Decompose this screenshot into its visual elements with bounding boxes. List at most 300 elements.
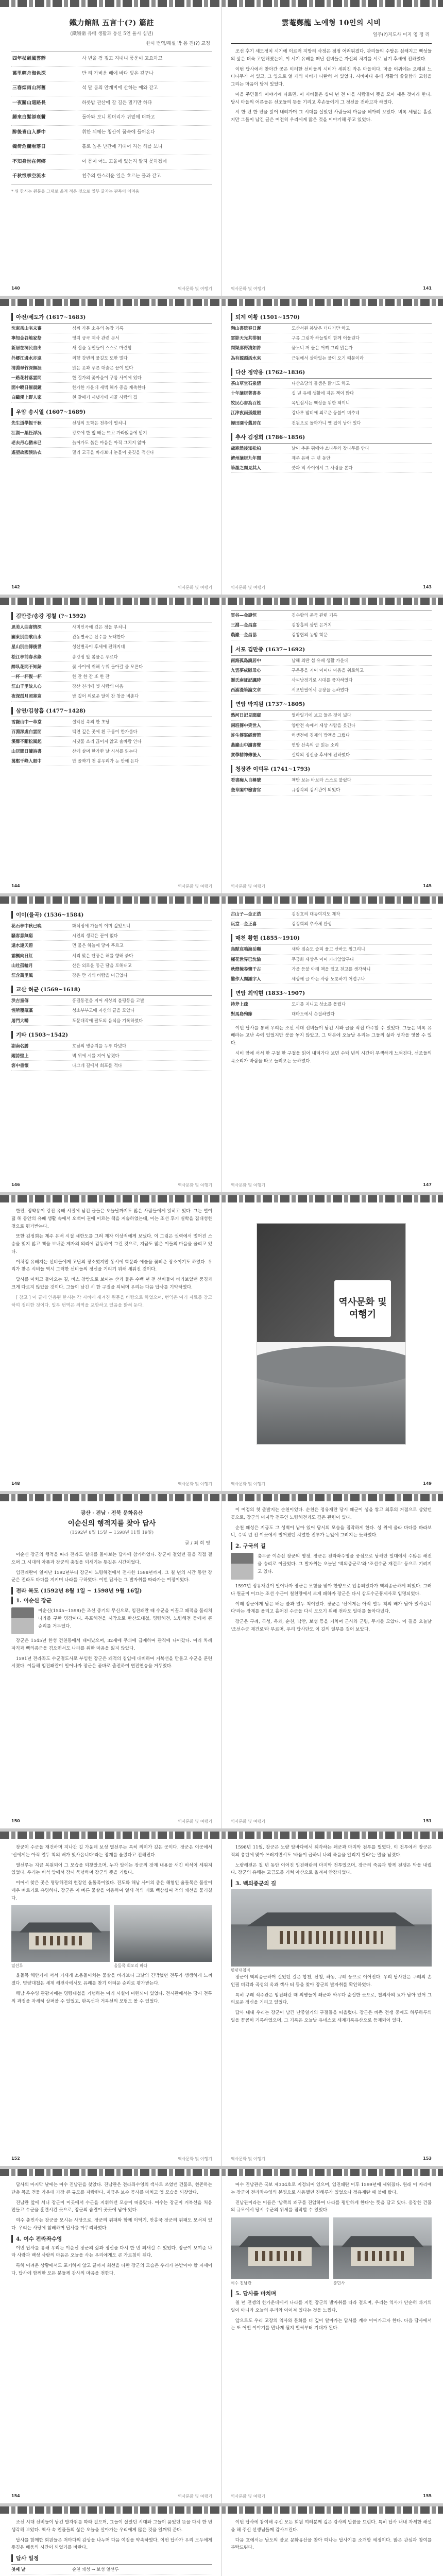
verse-row: 萬壑千峰入眼中 만 골짜기 천 봉우리가 눈 안에 든다 xyxy=(11,756,212,766)
paragraph: 이번 답사에서 찾아간 곳은 이러한 선비들의 시비가 세워진 작은 마을이다. 마을 어귀에는 오래된 느티나무가 서 있고, 그 옆으로 열 개의 시비가 나란히 서 있었다. 시비마다 유배 생활의 쓸쓸함과 고향을 그리는 마음이 담겨 있었다. xyxy=(231,66,432,88)
paragraph: 여수 충민사는 장군을 모시는 사당으로, 장군의 위패와 함께 이억기, 안홍국 장군의 위패도 모셔져 있다. 우리는 사당에 참배하며 답사를 마무리하였다. xyxy=(11,2218,212,2231)
portrait-image xyxy=(231,1553,253,1580)
paragraph: 장군은 구례, 곡성, 옥과, 순천, 낙안, 보성 등을 거치며 군사와 군량, 무기를 모았다. 이 길을 오늘날 '조선수군 재건로'라 부르며, 우리 답사단도 이 길의 일부를 걸어 보았다. xyxy=(231,1619,432,1633)
poem-line: 獨倚危欄看落日 홀로 높은 난간에 기대어 지는 해를 보니 xyxy=(11,140,212,155)
running-title: 역사문화 및 여행기 xyxy=(231,2494,265,2499)
verse-row: 南海孤島謫居中 남해 외딴 섬 유배 생활 가운데 xyxy=(231,656,432,666)
gutter xyxy=(221,1839,222,2166)
paragraph: 1598년 11월, 장군은 노량 앞바다에서 퇴각하는 왜군과 마지막 전투를 벌였다. 이 전투에서 장군은 적의 총탄에 맞아 쓰러지면서도 '싸움이 급하니 나의 죽음을 알리지 말라'는 말을 남겼다. xyxy=(231,1845,432,1858)
page-143 xyxy=(231,311,432,579)
poem-line: 歸來白髮添衰鬢 돌아와 보니 흰머리가 귀밑에 더하고 xyxy=(11,111,212,126)
gutter xyxy=(221,1202,222,1491)
paragraph: 1591년 전라좌도 수군절도사로 부임한 장군은 왜적의 침입에 대비하여 거북선을 만들고 수군을 훈련시켰다. 이듬해 임진왜란이 일어나자 장군은 곧바로 출전하여 연전연승을 거두었다. xyxy=(11,1656,212,1669)
verse-row: 遠水連天碧 먼 물은 하늘에 닿아 푸르고 xyxy=(11,941,212,951)
byline: 한시 번역/해설 박 용 진(?) 교정 xyxy=(146,41,210,46)
gutter xyxy=(221,904,222,1192)
top-ornament xyxy=(0,1494,443,1501)
verse-row: 歲寒然後知松柏 날이 추운 뒤에야 소나무와 잣나무를 안다 xyxy=(231,444,432,453)
page-157 xyxy=(231,2519,432,2576)
verse-row: 雲影天光共徘徊 구름 그림자 하늘빛이 함께 어울린다 xyxy=(231,333,432,343)
top-ornament xyxy=(0,1832,443,1839)
running-title: 역사문화 및 여행기 xyxy=(231,1183,265,1188)
verse-row: 清淵翠竹深無涯 맑은 못과 푸른 대숲은 끝이 없다 xyxy=(11,363,212,373)
page-number: 141 xyxy=(423,286,432,291)
spread-154-155 xyxy=(0,2169,443,2506)
verse-table xyxy=(231,909,432,929)
paragraph: 앞으로도 우리 고장의 역사와 문화를 더 깊이 알아가는 답사를 계속 이어가고자 한다. 다음 답사에서는 또 어떤 이야기를 만나게 될지 벌써부터 기대가 된다. xyxy=(231,2318,432,2331)
photo-jinnamgwan xyxy=(231,2217,329,2279)
verse-row: 槿花世界已沈淪 무궁화 세상은 이미 가라앉았구나 xyxy=(231,955,432,964)
verse-row: 十年謫居著書多 십 년 유배 생활에 지은 책이 많다 xyxy=(231,388,432,398)
portrait-text: 충무공 이순신 장군의 영정. 장군은 전라좌수영을 중심으로 남해안 일대에서 수많은 해전을 승리로 이끌었다. 그 발자취는 오늘날 '백의종군로'와 '조선수군 재건로' 등으로 기려지고 있다. xyxy=(258,1554,432,1574)
running-title: 역사문화 및 여행기 xyxy=(231,585,265,590)
page-footer xyxy=(231,1182,432,1188)
verse-row: 花石亭中秋已晩 화석정에 가을이 이미 깊었으니 xyxy=(11,921,212,931)
page-footer xyxy=(11,585,212,590)
photo-caption: 충민사 xyxy=(333,2281,345,2286)
page-141 xyxy=(231,12,432,280)
verse-row: 牧民心書為百姓 목민심서는 백성을 위한 책이니 xyxy=(231,398,432,408)
page-145 xyxy=(231,610,432,878)
verse-row: 茶山草堂石泉清 다산초당의 돌샘은 맑기도 하고 xyxy=(231,379,432,388)
page-151 xyxy=(231,1506,432,1813)
photo-pavilion xyxy=(11,1905,110,1962)
verse-row: 屠門大嚼 도문대작에 팔도의 음식을 기록하였다 xyxy=(11,1016,212,1026)
portrait-block xyxy=(231,1553,432,1580)
essay-title: 이순신의 행적지를 찾아 답사 xyxy=(67,1519,156,1528)
verse-row: 奎章閣中檢書官 규장각의 검서관이 되었다 xyxy=(231,785,432,795)
photo-shrine xyxy=(333,2217,432,2279)
section-heading: 매천 황현 (1855~1910) xyxy=(231,934,432,942)
figure xyxy=(333,2217,432,2286)
spread-148-149 xyxy=(0,1195,443,1494)
running-title: 역사문화 및 여행기 xyxy=(178,1183,212,1188)
verse-row: 兩班傳中笑世人 양반전 속에서 세상 사람을 웃긴다 xyxy=(231,721,432,731)
page-155 xyxy=(231,2181,432,2488)
essay-dates: (1592년 8월 15일 ~ 1598년 11월 19일) xyxy=(70,1530,154,1535)
verse-table xyxy=(231,323,432,363)
page-footer xyxy=(231,2156,432,2162)
verse-row: 江山千里故人心 강산 천리에 옛 사람의 마음 xyxy=(11,682,212,691)
verse-row: 霜楓向日紅 서리 맞은 단풍은 해를 향해 붉다 xyxy=(11,951,212,961)
verse-row: 實學精神傳後人 실학의 정신을 후세에 전하였다 xyxy=(231,750,432,760)
verse-row: 農巖—金昌協 김창협의 농암 학문 xyxy=(231,630,432,640)
verse-table xyxy=(11,921,212,980)
verse-row: 為有源頭活水來 근원에서 살아있는 물이 오기 때문이라 xyxy=(231,353,432,363)
reference-note: [ 참고 ] 이 글에 인용된 한시는 각 시비에 새겨진 원문을 바탕으로 하였으며, 번역은 여러 자료를 참고하여 정리한 것이다. 일부 번역은 의역을 포함하고 있음을 밝혀 둔다. xyxy=(11,1295,212,1308)
verse-row: 雲谷—金壽恒 김수항의 운곡 관련 기록 xyxy=(231,611,432,620)
photo-monument xyxy=(231,1889,432,1967)
figure xyxy=(114,1905,212,1969)
paragraph: 시 한 편 한 편을 읽어 내려가며 그 시대를 살았던 사람들의 마음을 헤아려 보았다. 비록 세월은 흘렀지만 그들이 남긴 글은 여전히 우리에게 많은 것을 이야기해 주고 있었다. xyxy=(231,110,432,123)
schedule-row: 첫째 날 순천 왜성 → 보성 열선루 xyxy=(11,2565,212,2574)
page-number: 146 xyxy=(11,1182,20,1187)
paragraph: 특히 구례 석주관은 임진왜란 때 의병들이 왜군과 싸우다 순절한 곳으로, 칠의사의 묘가 남아 있어 그 의로운 정신을 기리고 있었다. xyxy=(231,1992,432,2006)
paragraph: 이번 답사를 통해 우리는 이순신 장군의 삶과 정신을 다시 한 번 되새길 수 있었다. 장군이 보여준 나라 사랑과 백성 사랑의 마음은 오늘을 사는 우리에게도 큰 가르침이 된다. xyxy=(11,2245,212,2259)
verse-row: 洪吉童傳 홍길동전을 지어 세상의 불평등을 고발 xyxy=(11,996,212,1006)
page-142 xyxy=(11,311,212,579)
paragraph: 순천 왜성은 지금도 그 성벽이 남아 있어 당시의 모습을 짐작하게 한다. 성 위에 올라 바다를 바라보니, 수백 년 전 이곳에서 벌어졌던 치열한 전투가 눈앞에 그려지는 듯하였다. xyxy=(231,1525,432,1538)
verse-row: 江津夜雨孤燈照 강나루 밤비에 외로운 등불이 비추네 xyxy=(231,408,432,418)
photo-caption: 명량대첩비 xyxy=(231,1968,250,1973)
page-153 xyxy=(231,1844,432,2150)
page-footer xyxy=(231,1481,432,1487)
top-ornament xyxy=(0,2506,443,2514)
paragraph: 답사 내내 우리는 장군이 남긴 난중일기의 구절들을 떠올렸다. 장군은 바쁜 전쟁 중에도 하루하루의 일을 꼼꼼히 기록하였으며, 그 기록은 오늘날 유네스코 세계기록유산으로 등재되어 있다. xyxy=(231,2010,432,2023)
verse-row: 夜深孤月照寒窓 밤 깊어 외로운 달이 찬 창을 비춘다 xyxy=(11,691,212,701)
verse-table xyxy=(231,775,432,795)
figure xyxy=(11,1905,110,1969)
paragraph: 답사의 마지막 날에는 여수 진남관을 찾았다. 진남관은 전라좌수영의 객사로 쓰였던 건물로, 현존하는 단층 목조 건물 가운데 가장 큰 규모를 자랑한다. 지금은 보수 공사를 마치고 옛 모습을 되찾았다. xyxy=(11,2182,212,2195)
verse-row: 騷客意無窮 시인의 생각은 끝이 없다 xyxy=(11,931,212,941)
verse-row: 濟州謫居九年間 제주 유배 구 년 동안 xyxy=(231,453,432,463)
paragraph: 이어서 찾은 곳은 명량해전의 현장인 울돌목이었다. 진도와 해남 사이의 좁은 해협인 울돌목은 물살이 매우 빠르기로 유명하다. 장군은 이 빠른 물살을 이용하여 열세 척의 배로 백삼십여 척의 왜선을 물리쳤다. xyxy=(11,1880,212,1901)
page-footer xyxy=(11,286,212,292)
gutter xyxy=(221,2514,222,2576)
section-heading: 삼연/김창흡 (1477~1428) xyxy=(11,707,212,715)
paragraph: 한편, 정약용이 강진 유배 시절에 남긴 글들은 오늘날까지도 많은 사람들에게 읽히고 있다. 그는 열여덟 해 동안의 유배 생활 속에서 오백여 권에 이르는 책을 저술하였는데, 이는 조선 후기 실학을 집대성한 것으로 평가받는다. xyxy=(11,1209,212,1229)
poem-line: 一夜關山道路長 하룻밤 관산에 갈 길은 멀기만 하다 xyxy=(11,96,212,111)
verse-row: 惺所覆瓿藁 성소부부고에 자신의 글을 모았다 xyxy=(11,1006,212,1015)
running-title: 역사문화 및 여행기 xyxy=(231,2157,265,2161)
verse-table xyxy=(11,323,212,403)
page-number: 144 xyxy=(11,884,20,888)
paragraph: 해남 우수영 관광지에는 명량대첩을 기념하는 여러 시설이 마련되어 있었다. 전시관에서는 당시 전투의 과정을 자세히 살펴볼 수 있었고, 판옥선과 거북선의 모형도 볼 수 있었다. xyxy=(11,1991,212,2004)
page-footer xyxy=(231,1819,432,1824)
section-heading: 2. 구국의 길 xyxy=(231,1542,432,1550)
schedule-table xyxy=(11,2564,212,2576)
page-150 xyxy=(11,1506,212,1813)
paragraph: 이처럼 유배지는 선비들에게 고난의 장소였지만 동시에 학문과 예술을 꽃피운 장소이기도 하였다. 우리가 찾은 시비들 역시 그러한 선비들의 정신을 기리기 위해 세워진 것이다. xyxy=(11,1259,212,1273)
verse-row: 三淵—金昌翕 김창흡의 삼연 은거지 xyxy=(231,620,432,630)
page-footer xyxy=(231,2494,432,2499)
verse-table xyxy=(231,610,432,640)
verse-row: 陶山書院春日遲 도산서원 봄날은 더디기만 하고 xyxy=(231,324,432,333)
verse-row: 沈東岳山宅未審 심씨 가문 소유의 농장 기록 xyxy=(11,324,212,333)
verse-table xyxy=(11,995,212,1026)
paragraph: 조선 후기 세도정치 시기에 이르러 지방의 사정은 점점 어려워졌다. 관리들의 수탈은 심해지고 백성들의 삶은 더욱 고단해졌는데, 이 시기 유배를 떠난 선비들은 자신의 처지를 시로 남겨 후세에 전하였다. xyxy=(231,49,432,62)
page-footer xyxy=(231,286,432,292)
section-heading: 연암 박지원 (1737~1805) xyxy=(231,700,432,708)
verse-table xyxy=(231,655,432,696)
paragraph: 칠 년 전쟁의 한가운데에서 나라를 지킨 장군의 발자취를 따라 걸으며, 우리는 역사가 단순히 과거의 일이 아니라 오늘의 우리와 이어져 있다는 것을 느꼈다. xyxy=(231,2300,432,2313)
verse-row: 許生傳寫經濟策 허생전에 경제의 방책을 그렸다 xyxy=(231,731,432,740)
running-title: 역사문화 및 여행기 xyxy=(178,286,212,291)
verse-row: 問渠那得清如許 묻노니 저 물은 어찌 그리 맑은가 xyxy=(231,343,432,353)
page-footer xyxy=(231,884,432,889)
page-number: 153 xyxy=(423,2156,432,2161)
spread-140-141 xyxy=(0,0,443,299)
section-heading: 서포 김만중 (1637~1692) xyxy=(231,646,432,653)
paragraph: 장군은 1545년 한성 건천동에서 태어났으며, 32세에 무과에 급제하여 관직에 나아갔다. 여러 차례 파직과 백의종군을 겪으면서도 나라를 위한 마음을 잃지 않았다. xyxy=(11,1638,212,1651)
verse-row: 山吐孤輪月 산은 외로운 둥근 달을 토해내고 xyxy=(11,961,212,971)
page-number: 143 xyxy=(423,585,432,589)
section-heading: 4. 여수 전라좌수영 xyxy=(11,2235,212,2243)
paragraph: 또한 김정희는 제주 유배 시절 세한도를 그려 제자 이상적에게 보냈다. 이 그림은 권력에서 멀어진 스승을 잊지 않고 책을 보내준 제자의 의리에 감동하여 그린 것으로, 지금도 많은 이들의 마음을 울리고 있다. xyxy=(11,1234,212,1255)
spread-152-153 xyxy=(0,1832,443,2169)
gutter xyxy=(221,2176,222,2503)
verse-row: 歸田園兮舊居在 전원으로 돌아가니 옛 집이 남아 있다 xyxy=(231,418,432,428)
photo-caption: 열선루 xyxy=(11,1963,23,1969)
section-cover xyxy=(257,1223,406,1445)
paragraph: 이번 답사에 참여해 주신 모든 회원 여러분께 깊은 감사의 말씀을 드린다. 특히 답사 내내 자세한 해설을 해 주신 선생님들께 감사드린다. xyxy=(231,2520,432,2533)
verse-row: 白鷗溪上野人家 흰 갈매기 시냇가에 시골 사람의 집 xyxy=(11,393,212,402)
verse-row: 一杯一杯復一杯 한 잔 한 잔 또 한 잔 xyxy=(11,672,212,682)
section-heading: 면암 최익현 (1833~1907) xyxy=(231,989,432,997)
running-title: 역사문화 및 여행기 xyxy=(231,884,265,889)
spread-146-147 xyxy=(0,896,443,1195)
section-heading: 우암 송시열 (1607~1689) xyxy=(11,408,212,416)
page-footer xyxy=(11,2156,212,2162)
page-152 xyxy=(11,1844,212,2150)
verse-row: 客中書懷 나그네 길에서 회포를 적다 xyxy=(11,1061,212,1071)
verse-row: 雪嶽山中一草堂 설악산 속의 한 초당 xyxy=(11,717,212,727)
top-ornament xyxy=(0,2169,443,2176)
cover-landscape xyxy=(257,1367,405,1444)
photo-row xyxy=(231,2217,432,2286)
verse-row: 筆墨之間見其人 붓과 먹 사이에서 그 사람을 본다 xyxy=(231,463,432,473)
page-147 xyxy=(231,909,432,1177)
essay-kicker: 광산 · 전남 · 전북 문화유산 xyxy=(80,1511,143,1516)
paragraph: 여수 진남관은 국보 제304호로 지정되어 있으며, 임진왜란 이후 1599년에 세워졌다. 원래 이 자리에는 장군이 전라좌수영의 본영으로 사용했던 진해루가 있었으나 정유재란 때 불에 탔다. xyxy=(231,2182,432,2195)
section-heading: 이이(율곡) (1536~1584) xyxy=(11,911,212,919)
gutter xyxy=(221,605,222,893)
verse-row: 溪聲不斷松風起 시냇물 소리 끊이지 않고 솔바람 인다 xyxy=(11,737,212,747)
verse-row: 看書痴人自稱號 책만 보는 바보라 스스로 불렀다 xyxy=(231,775,432,785)
section-heading: 다산 정약용 (1762~1836) xyxy=(231,368,432,376)
verse-row: 醉臥花間不知歸 꽃 사이에 취해 누워 돌아갈 줄 모른다 xyxy=(11,662,212,672)
verse-row: 持斧上疏 도끼를 지니고 상소를 올렸다 xyxy=(231,999,432,1009)
page-number: 140 xyxy=(11,286,20,291)
poem-line: 千秋恨事空流水 천추의 한스러운 일은 흐르는 물과 같고 xyxy=(12,174,161,179)
verse-row: 秋燈掩卷懷千古 가을 등불 아래 책을 덮고 천고를 생각하니 xyxy=(231,964,432,974)
page-footer xyxy=(11,1182,212,1188)
paragraph: 마을 주민들의 이야기에 따르면, 이 시비들은 십여 년 전 마을 사람들이 뜻을 모아 세운 것이라 한다. 당시 마을의 어른들은 선조들의 뜻을 기리고 후손들에게 그 정신을 전하고자 하였다. xyxy=(231,92,432,105)
article-title-block xyxy=(231,18,432,28)
paragraph: 노량해전은 칠 년 동안 이어진 임진왜란의 마지막 전투였으며, 장군의 죽음과 함께 전쟁은 막을 내렸다. 장군의 유해는 고금도를 거쳐 아산으로 옮겨져 안장되었다. xyxy=(231,1862,432,1876)
portrait-block xyxy=(11,1607,212,1634)
gutter xyxy=(221,1501,222,1828)
verse-row: 九雲夢成慰母心 구운몽을 지어 어머니 마음을 위로하고 xyxy=(231,666,432,675)
paragraph: 이 여정의 첫 출발지는 순천이었다. 순천은 정유재란 당시 왜군이 성을 쌓고 최후의 거점으로 삼았던 곳으로, 장군의 마지막 전투인 노량해전과도 깊은 관련이 있다. xyxy=(231,1507,432,1520)
page-number: 145 xyxy=(423,884,432,888)
poem-line: 四年杖劍風雲靜 사 년을 검 짚고 지내니 풍운이 고요하고 xyxy=(11,52,212,67)
verse-table xyxy=(11,418,212,458)
top-ornament xyxy=(0,0,443,7)
page-154 xyxy=(11,2181,212,2488)
portrait-image xyxy=(11,1607,34,1634)
paragraph: 열선루는 지금 복원되어 그 모습을 되찾았으며, 누각 앞에는 장군의 장계 내용을 새긴 비석이 세워져 있었다. 우리는 비석 앞에서 잠시 묵념하며 장군의 뜻을 기렸다. xyxy=(11,1862,212,1876)
page-number: 151 xyxy=(423,1819,432,1823)
verse-row: 百淵深處白雲閒 백연 깊은 곳에 흰 구름이 한가롭다 xyxy=(11,727,212,737)
verse-row: 外郷江邊水亦遠 외향 강변의 물길도 또한 멀다 xyxy=(11,353,212,363)
verse-row: 對馬島殉節 대마도에서 순절하였다 xyxy=(231,1009,432,1019)
running-title: 역사문화 및 여행기 xyxy=(231,1819,265,1824)
article-subtitle: (鐵嶺衛 유배 생활과 통신 5언 율시 십년) xyxy=(70,31,154,37)
cover-title-line2: 여행기 xyxy=(349,1309,377,1320)
verse-row: 寧知金谷地家祭 영지 금곡 제사 관련 문서 xyxy=(11,333,212,343)
spread-150-151 xyxy=(0,1494,443,1832)
paragraph: 특히 어려운 상황에서도 포기하지 않고 끝까지 최선을 다한 장군의 모습은 우리가 본받아야 할 자세이다. 답사에 함께한 모든 분들께 감사의 마음을 전한다. xyxy=(11,2263,212,2277)
running-title: 역사문화 및 여행기 xyxy=(231,1482,265,1486)
poem-list xyxy=(11,52,212,184)
byline: 글 / 최 희 영 xyxy=(184,1541,210,1546)
verse-row: 題詩壁上 벽 위에 시를 지어 남겼다 xyxy=(11,1051,212,1061)
verse-row: 阮堂—金正喜 김정희의 추사체 완성 xyxy=(231,919,432,929)
page-number: 147 xyxy=(423,1182,432,1187)
paragraph: 진남관이라는 이름은 '남쪽의 왜구를 진압하여 나라를 평안하게 한다'는 뜻을 담고 있다. 웅장한 건물의 규모에서 당시 수군의 위세를 짐작할 수 있었다. xyxy=(231,2200,432,2213)
byline: 일주(?)지도사 이지 영 정 리 xyxy=(372,32,430,38)
paragraph: 임진왜란이 일어난 1592년부터 장군이 노량해전에서 전사한 1598년까지, 그 칠 년의 시간 동안 장군은 전라도 바다를 지키며 나라를 구하였다. 이번 답사는 그 발자취를 따라가는 여정이었다. xyxy=(11,1570,212,1583)
page-footer xyxy=(11,2494,212,2499)
verse-table xyxy=(231,999,432,1019)
paragraph: 이번 답사를 통해 우리는 조선 시대 선비들이 남긴 시와 글을 직접 마주할 수 있었다. 그들은 비록 유배라는 고난 속에 있었지만 붓을 놓지 않았고, 그 덕분에 오늘날 우리는 그들의 삶과 생각을 엿볼 수 있다. xyxy=(231,1025,432,1046)
figure xyxy=(231,1889,432,1974)
page-144 xyxy=(11,610,212,878)
section-heading: 김만중/송강 정철 (?~1592) xyxy=(11,612,212,620)
poem-note: * 위 한시는 원문을 그대로 옮겨 적은 것으로 일부 글자는 판독이 어려움 xyxy=(11,189,140,194)
section-heading: 청장관 이덕무 (1741~1793) xyxy=(231,765,432,773)
verse-row: 思美人曲寄情深 사미인곡에 깊은 정을 부치니 xyxy=(11,622,212,632)
top-ornament xyxy=(0,896,443,904)
poem-line: 醉後青山入夢中 취한 뒤에는 청산이 꿈속에 들어온다 xyxy=(11,126,212,141)
section-heading: 1. 이순신 장군 xyxy=(11,1597,212,1604)
running-title: 역사문화 및 여행기 xyxy=(178,2494,212,2499)
page-146 xyxy=(11,909,212,1177)
running-title: 역사문화 및 여행기 xyxy=(178,2157,212,2161)
verse-row: 江含萬里風 강은 만 리의 바람을 머금었다 xyxy=(11,971,212,980)
verse-row: 難作人間識字人 세상에 글 아는 사람 노릇하기 어렵구나 xyxy=(231,974,432,984)
paragraph: 장군이 수군을 재건하며 지나간 길 가운데 보성 열선루는 특히 의미가 깊은 곳이다. 장군은 이곳에서 '신에게는 아직 열두 척의 배가 있사옵니다'라는 장계를 올렸다고 전해진다. xyxy=(11,1845,212,1858)
photo-caption: 여수 진남관 xyxy=(231,2281,252,2286)
page-number: 148 xyxy=(11,1481,20,1486)
spread-142-143 xyxy=(0,299,443,598)
verse-row: 關東別曲歌山水 관동별곡은 산수를 노래한다 xyxy=(11,632,212,642)
page-number: 150 xyxy=(11,1819,20,1823)
verse-row: 山居閒日讀詩書 산에 살며 한가한 날 시서를 읽는다 xyxy=(11,747,212,756)
verse-row: 西浦漫筆論文章 서포만필에서 문장을 논하였다 xyxy=(231,685,432,695)
verse-table xyxy=(11,622,212,702)
figure xyxy=(231,2217,329,2286)
essay-title-block xyxy=(11,1509,212,1535)
photo-caption: 울돌목 회오리 바다 xyxy=(114,1963,148,1969)
verse-row: 遙望故國淚沾衣 멀리 고국을 바라보니 눈물이 옷깃을 적신다 xyxy=(11,448,212,457)
verse-row: 古山子—金正浩 김정호의 대동여지도 제작 xyxy=(231,909,432,919)
spread-156-157 xyxy=(0,2506,443,2576)
paragraph: 시비 앞에 서서 한 구절 한 구절을 읽어 내려가다 보면 수백 년의 시간이 무색하게 느껴진다. 선조들의 목소리가 바람을 타고 들려오는 듯하였다. xyxy=(231,1050,432,1064)
page-number: 149 xyxy=(423,1481,432,1486)
page-footer xyxy=(11,1481,212,1487)
section-heading: 아전/세도가 (1617~1683) xyxy=(11,313,212,321)
divider xyxy=(231,43,432,44)
verse-row: 松江亭前春水綠 송강정 앞 봄물은 푸르다 xyxy=(11,652,212,662)
portrait-text: 이순신(1545~1598)은 조선 중기의 무신으로, 임진왜란 때 수군을 이끌고 왜적을 물리쳐 나라를 구한 명장이다. 옥포해전을 시작으로 한산도대첩, 명량해전, 노량해전 등에서 큰 승리를 거두었다. xyxy=(38,1608,212,1629)
running-title: 역사문화 및 여행기 xyxy=(178,1819,212,1824)
verse-row: 燕巖山中讀書聲 연암 산속의 글 읽는 소리 xyxy=(231,740,432,750)
poem-line: 萬里輕舟海色深 만 리 가벼운 배에 바다 빛은 깊구나 xyxy=(11,67,212,82)
verse-row: 熱河日記見聞廣 열하일기에 보고 들은 것이 넓다 xyxy=(231,710,432,720)
article-title: 雲菴鄭龍 노예형 10인의 시비 xyxy=(281,19,381,27)
page-footer xyxy=(11,884,212,889)
gutter xyxy=(221,7,222,296)
verse-table xyxy=(231,710,432,760)
gutter xyxy=(221,306,222,595)
verse-table xyxy=(11,1041,212,1071)
page-number: 142 xyxy=(11,585,20,589)
section-heading: 답사 일정 xyxy=(11,2554,212,2562)
verse-row: 謝氏南征記諷時 사씨남정기로 시대를 풍자하였다 xyxy=(231,675,432,685)
photo-strait xyxy=(114,1905,212,1962)
section-heading: 전라 복도 (1592년 8월 1일 ~ 1598년 9월 16일) xyxy=(11,1587,212,1595)
poem-line: 不知身世在何鄉 이 몸이 어느 고을에 있는지 알지 못하겠네 xyxy=(11,155,212,170)
paragraph: 답사를 마치고 돌아오는 길, 버스 창밖으로 보이는 산과 들은 수백 년 전 선비들이 바라보았던 풍경과 크게 다르지 않았을 것이다. 그들이 남긴 시 한 구절을 되뇌며 우리는 다음 답사를 기약하였다. xyxy=(11,1277,212,1291)
verse-row: 老去丹心猶未已 늙어가도 붉은 마음은 아직 그치지 않아 xyxy=(11,438,212,448)
paragraph: 다음 호에서는 남도의 불교 문화유산을 찾아 떠나는 답사기를 소개할 예정이다. 많은 관심과 참여를 부탁드린다. xyxy=(231,2537,432,2551)
verse-row: 江湖一葉任浮沉 강호에 한 잎 배는 뜨고 가라앉음에 맡겨 xyxy=(11,428,212,438)
section-heading: 5. 답사를 마치며 xyxy=(231,2290,432,2297)
page-footer xyxy=(231,585,432,590)
cover-title-line1: 역사문화 및 xyxy=(338,1296,387,1308)
paragraph: 이순신 장군의 행적을 따라 전라도 일대를 돌아보는 답사에 참가하였다. 장군이 걸었던 길을 직접 걸으며 그 시대의 아픔과 장군의 충절을 되새기는 뜻깊은 시간이었다. xyxy=(11,1552,212,1565)
paragraph: 답사를 함께한 회원들은 저마다의 감상을 나누며 다음 여정을 약속하였다. 이번 답사가 우리 모두에게 뜻깊은 배움의 시간이 되었기를 바란다. xyxy=(11,2537,212,2551)
page-number: 155 xyxy=(423,2494,432,2498)
cover-label xyxy=(334,1280,391,1337)
verse-row: 湖南名勝 호남의 명승지를 두루 다녔다 xyxy=(11,1041,212,1051)
page-number: 152 xyxy=(11,2156,20,2161)
paragraph: 울돌목 해안가에 서서 거세게 소용돌이치는 물살을 바라보니 그날의 긴박했던 전투가 생생하게 느껴졌다. 명량대첩은 세계 해전사에서도 유례를 찾기 어려운 승리로 평가받는다. xyxy=(11,1973,212,1987)
paragraph: 장군이 백의종군하며 걸었던 길은 합천, 산청, 하동, 구례 등으로 이어진다. 우리 답사단은 구례의 손인필 비각과 곡성의 옥과 객사 터 등을 찾아 장군의 발자취를 확인하였다. xyxy=(231,1975,432,1988)
page-148 xyxy=(11,1208,212,1476)
verse-table xyxy=(231,944,432,984)
verse-row: 新居在洞民自出 새 집을 동민들이 스스로 마련함 xyxy=(11,343,212,353)
top-ornament xyxy=(0,1195,443,1202)
verse-table xyxy=(231,443,432,473)
page-footer xyxy=(11,1819,212,1824)
section-heading: 기타 (1503~1542) xyxy=(11,1031,212,1039)
verse-row: 鳥獸哀鳴海岳嚬 새와 짐승도 슬피 울고 산하도 찡그리니 xyxy=(231,944,432,954)
running-title: 역사문화 및 여행기 xyxy=(178,585,212,590)
paragraph: 조선 시대 선비들이 남긴 발자취를 따라 걸으며, 그들이 살았던 시대와 그들이 품었던 뜻을 다시 한 번 생각해 보았다. 역사 속 인물들의 삶은 오늘을 살아가는 우리에게 많은 것을 일깨워 준다. xyxy=(11,2520,212,2533)
poem-line: 三春烟雨山河舊 석 달 봄의 안개비에 산하는 예와 같고 xyxy=(11,81,212,96)
article-title-block xyxy=(11,18,212,37)
section-heading: 교산 허균 (1569~1618) xyxy=(11,986,212,993)
top-ornament xyxy=(0,299,443,306)
section-heading: 3. 백의종군의 길 xyxy=(231,1879,432,1887)
running-title: 역사문화 및 여행기 xyxy=(178,884,212,889)
paragraph: 진남관 앞에 서니 장군이 이곳에서 수군을 지휘하던 모습이 떠올랐다. 여수는 장군이 거북선을 처음 만들고 수군을 훈련시킨 곳으로, 장군의 숨결이 곳곳에 남아 있다. xyxy=(11,2200,212,2213)
article-title: 鐵力館訊 五言十(?) 篇註 xyxy=(69,19,155,27)
verse-row: 先生道學振千秋 선생의 도학은 천추에 떨치니 xyxy=(11,418,212,428)
page-149 xyxy=(231,1208,432,1476)
section-heading: 퇴계 이황 (1501~1570) xyxy=(231,313,432,321)
paragraph: 1597년 정유재란이 일어나자 장군은 모함을 받아 한양으로 압송되었다가 백의종군하게 되었다. 그러나 원균이 이끄는 조선 수군이 칠천량에서 크게 패하자 장군은 다시 삼도수군통제사로 임명되었다. xyxy=(231,1584,432,1597)
verse-row: 星山別曲傳後世 성산별곡이 후세에 전해지네 xyxy=(11,642,212,652)
spread-144-145 xyxy=(0,598,443,896)
page-156 xyxy=(11,2519,212,2576)
running-title: 역사문화 및 여행기 xyxy=(231,286,265,291)
running-title: 역사문화 및 여행기 xyxy=(178,1482,212,1486)
top-ornament xyxy=(0,598,443,605)
verse-row: 閒中曉日催晨鐘 한가한 가운데 새벽 해가 종을 재촉한다 xyxy=(11,383,212,393)
page-number: 154 xyxy=(11,2494,20,2498)
photo-row xyxy=(11,1905,212,1969)
section-heading: 추사 김정희 (1786~1856) xyxy=(231,433,432,441)
verse-table xyxy=(11,717,212,767)
verse-row: 一路花村落雲間 한 길가의 꽃마을이 구름 사이에 있다 xyxy=(11,373,212,383)
verse-table xyxy=(231,378,432,428)
page-140 xyxy=(11,12,212,280)
paragraph: 이때 장군에게 남은 배는 불과 열두 척이었다. 장군은 '신에게는 아직 열두 척의 배가 남아 있사옵니다'라는 장계를 올리고 흩어진 수군을 다시 모으기 위해 전라도 일대를 돌아다녔다. xyxy=(231,1601,432,1615)
